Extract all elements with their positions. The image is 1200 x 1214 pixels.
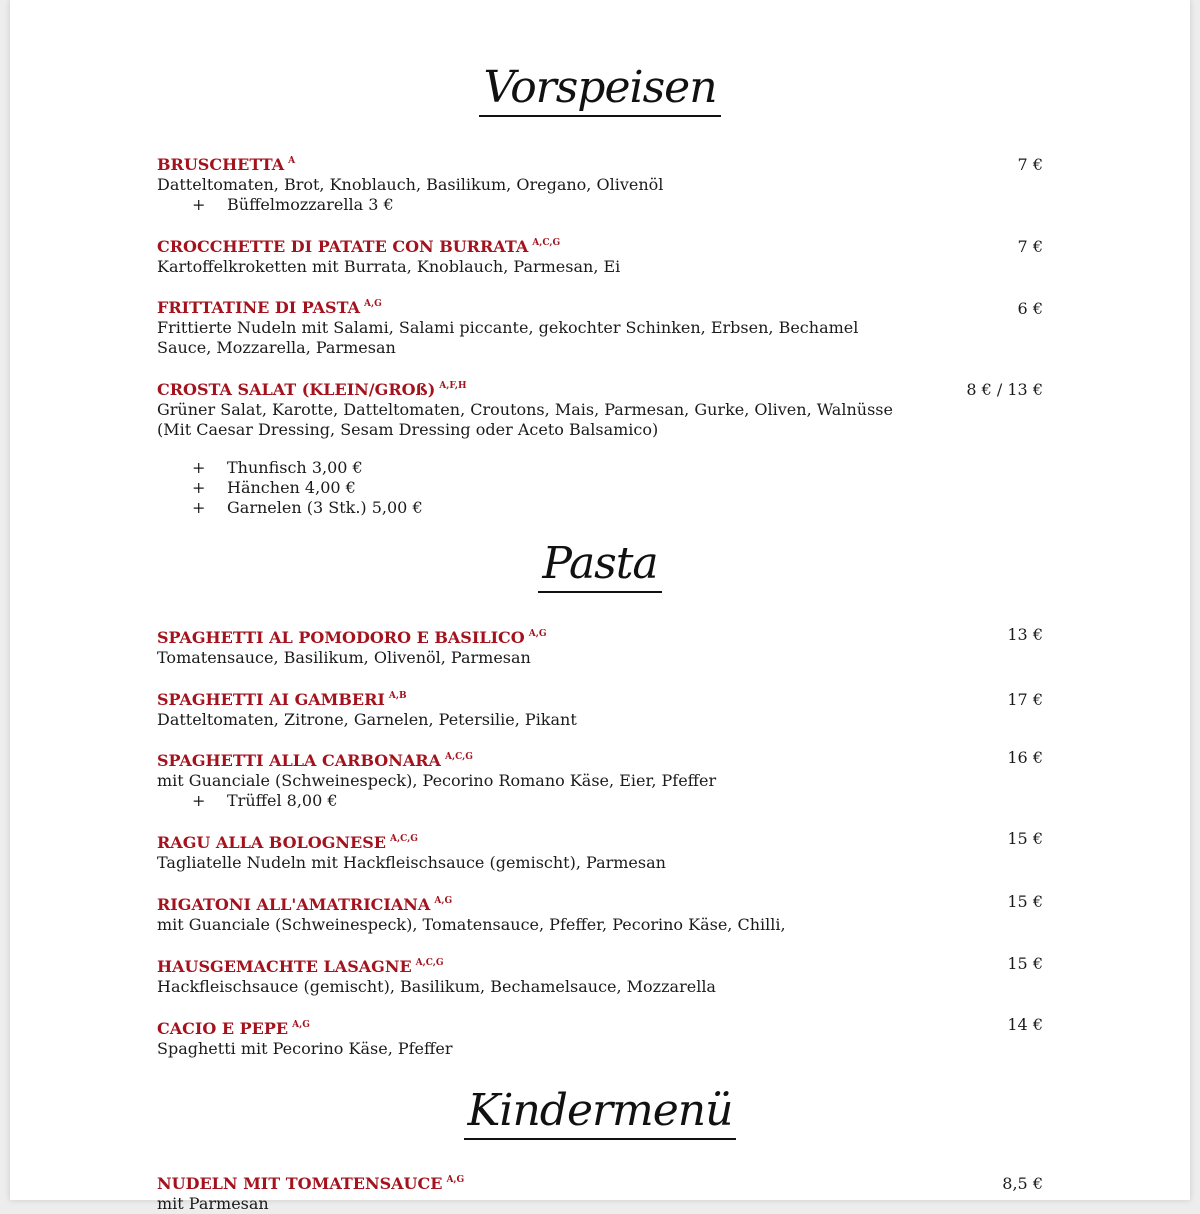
addon-text: Thunfisch 3,00 € bbox=[227, 458, 363, 477]
item-description: Datteltomaten, Brot, Knoblauch, Basilikum, Oregano, Olivenöl bbox=[157, 175, 664, 194]
item-description: Tagliatelle Nudeln mit Hackfleischsauce (gemischt), Parmesan bbox=[157, 853, 666, 872]
plus-icon: + bbox=[192, 195, 206, 214]
section-heading-kindermenu: Kindermenü bbox=[10, 1085, 1190, 1140]
addon-text: Büffelmozzarella 3 € bbox=[227, 195, 394, 214]
item-description: Frittierte Nudeln mit Salami, Salami piccante, gekochter Schinken, Erbsen, Bechamel bbox=[157, 318, 859, 337]
item-name-text: SPAGHETTI ALLA CARBONARA bbox=[157, 751, 441, 770]
allergen-codes: A,G bbox=[434, 896, 453, 906]
item-description: Datteltomaten, Zitrone, Garnelen, Petersilie, Pikant bbox=[157, 710, 577, 729]
section-heading-vorspeisen: Vorspeisen bbox=[10, 62, 1190, 117]
allergen-codes: A,C,G bbox=[532, 238, 561, 248]
item-addon bbox=[157, 478, 1057, 498]
allergen-codes: A,C,G bbox=[389, 834, 418, 844]
plus-icon: + bbox=[192, 478, 206, 497]
item-name-text: BRUSCHETTA bbox=[157, 155, 285, 174]
item-price: 7 € bbox=[1017, 155, 1043, 174]
item-price: 8,5 € bbox=[1002, 1174, 1043, 1193]
plus-icon: + bbox=[192, 498, 206, 517]
item-name-text: HAUSGEMACHTE LASAGNE bbox=[157, 957, 412, 976]
item-price: 16 € bbox=[1007, 748, 1043, 767]
item-name-text: SPAGHETTI AI GAMBERI bbox=[157, 690, 385, 709]
item-price: 7 € bbox=[1017, 237, 1043, 256]
plus-icon: + bbox=[192, 458, 206, 477]
item-addon bbox=[157, 458, 1057, 478]
section-heading-pasta: Pasta bbox=[10, 538, 1190, 593]
item-price: 15 € bbox=[1007, 954, 1043, 973]
item-name-text: FRITTATINE DI PASTA bbox=[157, 298, 361, 317]
item-description: Kartoffelkroketten mit Burrata, Knoblauch, Parmesan, Ei bbox=[157, 257, 621, 276]
item-name-text: RAGU ALLA BOLOGNESE bbox=[157, 833, 386, 852]
plus-icon: + bbox=[192, 791, 206, 810]
item-description: mit Guanciale (Schweinespeck), Tomatensauce, Pfeffer, Pecorino Käse, Chilli, bbox=[157, 915, 786, 934]
item-addon bbox=[157, 791, 1057, 811]
item-description: Grüner Salat, Karotte, Datteltomaten, Croutons, Mais, Parmesan, Gurke, Oliven, Walnüsse bbox=[157, 400, 893, 419]
allergen-codes: A,G bbox=[528, 629, 547, 639]
item-price: 13 € bbox=[1007, 625, 1043, 644]
item-addon bbox=[157, 498, 1057, 518]
allergen-codes: A,C,G bbox=[415, 958, 444, 968]
allergen-codes: A,G bbox=[446, 1175, 465, 1185]
item-description: Sauce, Mozzarella, Parmesan bbox=[157, 338, 396, 357]
item-name-text: RIGATONI ALL'AMATRICIANA bbox=[157, 895, 431, 914]
item-description: Hackfleischsauce (gemischt), Basilikum, Bechamelsauce, Mozzarella bbox=[157, 977, 716, 996]
item-name-text: NUDELN MIT TOMATENSAUCE bbox=[157, 1174, 443, 1193]
addon-text: Hänchen 4,00 € bbox=[227, 478, 356, 497]
item-description: Tomatensauce, Basilikum, Olivenöl, Parmesan bbox=[157, 648, 531, 667]
item-description: (Mit Caesar Dressing, Sesam Dressing oder Aceto Balsamico) bbox=[157, 420, 659, 439]
addon-text: Trüffel 8,00 € bbox=[227, 791, 338, 810]
item-price: 17 € bbox=[1007, 690, 1043, 709]
allergen-codes: A,C,G bbox=[444, 752, 473, 762]
allergen-codes: A,G bbox=[364, 299, 382, 309]
item-price: 14 € bbox=[1007, 1015, 1043, 1034]
item-price: 6 € bbox=[1017, 299, 1043, 318]
item-description: mit Parmesan bbox=[157, 1194, 269, 1213]
allergen-codes: A,B bbox=[388, 691, 407, 701]
item-addon bbox=[157, 195, 1057, 215]
item-description: mit Guanciale (Schweinespeck), Pecorino Romano Käse, Eier, Pfeffer bbox=[157, 771, 717, 790]
item-name-text: CROCCHETTE DI PATATE CON BURRATA bbox=[157, 237, 529, 256]
allergen-codes: A,G bbox=[292, 1020, 310, 1030]
item-price: 15 € bbox=[1007, 892, 1043, 911]
allergen-codes: A bbox=[288, 156, 296, 166]
allergen-codes: A,F,H bbox=[439, 381, 467, 391]
item-name-text: CROSTA SALAT (KLEIN/GROß) bbox=[157, 380, 436, 399]
item-price: 8 € / 13 € bbox=[966, 380, 1043, 399]
menu-page bbox=[10, 0, 1190, 1213]
item-price: 15 € bbox=[1007, 829, 1043, 848]
item-name-text: SPAGHETTI AL POMODORO E BASILICO bbox=[157, 628, 525, 647]
item-description: Spaghetti mit Pecorino Käse, Pfeffer bbox=[157, 1039, 453, 1058]
addon-text: Garnelen (3 Stk.) 5,00 € bbox=[227, 498, 423, 517]
item-name-text: CACIO E PEPE bbox=[157, 1019, 289, 1038]
